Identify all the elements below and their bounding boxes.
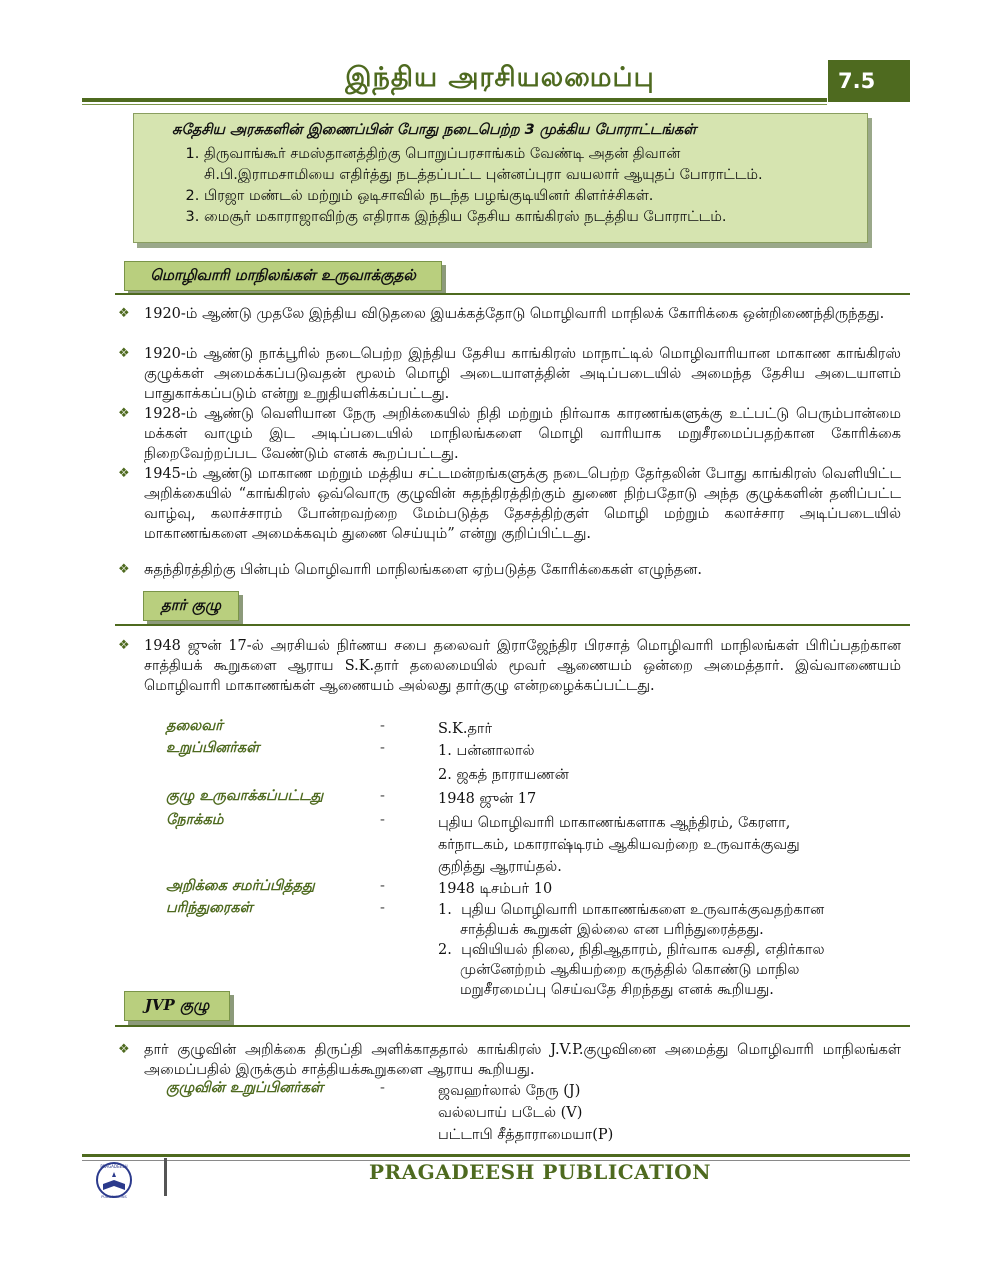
callout-item-2: 2. பிரஜா மண்டல் மற்றும் ஒடிசாவில் நடந்த பழங்குடியினர் கிளர்ச்சிகள். [204,186,853,207]
diamond-bullet-icon: ❖ [118,562,130,577]
header-rule-thin [82,104,827,105]
table-row: அறிக்கை சமர்ப்பித்தது - 1948 டிசம்பர் 10 [166,878,553,897]
page-title: இந்திய அரசியலமைப்பு [345,62,655,93]
section-heading-jvp-committee: JVP குழு [124,991,230,1021]
table-row: பரிந்துரைகள் - 1. புதிய மொழிவாரி மாகாணங்களை உருவாக்குவதற்கான சாத்தியக் கூறுகள் இல்லை என பரிந்துரைத்தது. 2. புவியியல் நிலை, நிதிஆதாரம், நிர்வாக வசதி, எதிர்கால முன்னேற்றம் ஆகியற்றை கருத்தில் கொண்டு மாநில மறுசீரமைப்பு செய்வதே சிறந்தது எனக் கூறியது. [166,900,825,998]
svg-text:PRAGADEESH: PRAGADEESH [100,1164,128,1169]
diamond-bullet-icon: ❖ [118,466,130,481]
publisher-name: PRAGADEESH PUBLICATION [369,1160,711,1184]
footer-divider [164,1158,167,1196]
callout-item-1: 1. திருவாங்கூர் சமஸ்தானத்திற்கு பொறுப்பரசாங்கம் வேண்டி அதன் திவான் சி.பி.இராமசாமியை எதிர்த்து நடத்தப்பட்ட புன்னப்புரா வயலார் ஆயுதப் போராட்டம். [204,144,853,186]
svg-text:PUBLICATIONS: PUBLICATIONS [101,1195,127,1199]
list-item: ❖ 1948 ஜுன் 17-ல் அரசியல் நிர்ணய சபை தலைவர் இராஜேந்திர பிரசாத் மொழிவாரி மாநிலங்கள் பிரிப்பதற்கான சாத்தியக் கூறுகளை ஆராய S.K.தார் தலைமையில் மூவர் ஆணையம் ஒன்றை அமைத்தார். இவ்வாணையம் மொழிவாரி மாகாணங்கள் ஆணையம் அல்லது தார்குழு என்றழைக்கப்பட்டது. [118,638,901,694]
page-number-badge: 7.5 [828,60,910,102]
list-item: ❖ தார் குழுவின் அறிக்கை திருப்தி அளிக்காததால் காங்கிரஸ் J.V.P.குழுவினை அமைத்து மொழிவாரி மாநிலங்கள் அமைப்பதில் இருக்கும் சாத்தியக்கூறுகளை ஆராய கூறியது. [118,1042,901,1078]
section-rule [115,293,910,295]
diamond-bullet-icon: ❖ [118,406,130,421]
callout-title: சுதேசிய அரசுகளின் இணைப்பின் போது நடைபெற்ற 3 முக்கிய போராட்டங்கள் [172,122,697,138]
callout-item-3: 3. மைசூர் மகாராஜாவிற்கு எதிராக இந்திய தேசிய காங்கிரஸ் நடத்திய போராட்டம். [204,207,853,228]
table-row: நோக்கம் - புதிய மொழிவாரி மாகாணங்களாக ஆந்திரம், கேரளா, கர்நாடகம், மகாராஷ்டிரம் ஆகியவற்றை உருவாக்குவது குறித்து ஆராய்தல். [166,812,800,875]
table-row: குழு உருவாக்கப்பட்டது - 1948 ஜுன் 17 [166,788,537,807]
section-rule [115,624,910,626]
table-row: தலைவர் - S.K.தார் [166,718,493,737]
diamond-bullet-icon: ❖ [118,346,130,361]
struggles-callout-box [133,113,868,243]
table-row: 2. ஜகத் நாராயணன் [438,767,569,783]
table-row: குழுவின் உறுப்பினர்கள் - ஜவஹர்லால் நேரு (J) [166,1080,581,1099]
diamond-bullet-icon: ❖ [118,638,130,653]
list-item: ❖ 1928-ம் ஆண்டு வெளியான நேரு அறிக்கையில் நிதி மற்றும் நிர்வாக காரணங்களுக்கு உட்பட்டு பெரும்பான்மை மக்கள் வாழும் இட அடிப்படையில் மாநிலங்களை மொழி வாரியாக மறுசீரமைப்பதற்கான கோரிக்கை நிறைவேற்றப்பட வேண்டும் எனக் கூறப்பட்டது. [118,406,901,462]
section-rule [115,1025,910,1027]
section-heading-dhar-committee: தார் குழு [143,591,239,621]
list-item: ❖ 1920-ம் ஆண்டு நாக்பூரில் நடைபெற்ற இந்திய தேசிய காங்கிரஸ் மாநாட்டில் மொழிவாரியான மாகாண காங்கிரஸ் குழுக்கள் அமைக்கப்படுவதன் மூலம் மொழி அடையாளத்தின் அடிப்படையில் அமைந்த தேசிய அடையாளம் பாதுகாக்கப்படும் என்று உறுதியளிக்கப்பட்டது. [118,346,901,402]
list-item: ❖ 1920-ம் ஆண்டு முதலே இந்திய விடுதலை இயக்கத்தோடு மொழிவாரி மாநிலக் கோரிக்கை ஒன்றிணைந்திருந்தது. [118,306,885,322]
list-item: ❖ சுதந்திரத்திற்கு பின்பும் மொழிவாரி மாநிலங்களை ஏற்படுத்த கோரிக்கைகள் எழுந்தன. [118,562,702,578]
footer-rule [82,1154,910,1157]
diamond-bullet-icon: ❖ [118,1042,130,1057]
list-item: ❖ 1945-ம் ஆண்டு மாகாண மற்றும் மத்திய சட்டமன்றங்களுக்கு நடைபெற்ற தேர்தலின் போது காங்கிரஸ் வெளியிட்ட அறிக்கையில் “காங்கிரஸ் ஒவ்வொரு குழுவின் சுதந்திரத்திற்கும் துணை நிற்பதோடு அந்த குழுக்களின் தனிப்பட்ட வாழ்வு, கலாச்சாரம் போன்றவற்றை மேம்படுத்த தேசத்திற்குள் மொழி மற்றும் கலாச்சார அடிப்படையில் மாகாணங்களை அமைக்கவும் துணை செய்யும்” என்று குறிப்பிட்டது. [118,466,901,542]
section-heading-linguistic-states: மொழிவாரி மாநிலங்கள் உருவாக்குதல் [124,261,442,291]
table-row: வல்லபாய் படேல் (V) [438,1105,583,1121]
publisher-logo-icon [88,1160,140,1200]
header-rule [82,98,827,102]
table-row: உறுப்பினர்கள் - 1. பன்னாலால் [166,740,535,759]
diamond-bullet-icon: ❖ [118,306,130,321]
table-row: பட்டாபி சீத்தாராமையா(P) [438,1127,614,1143]
